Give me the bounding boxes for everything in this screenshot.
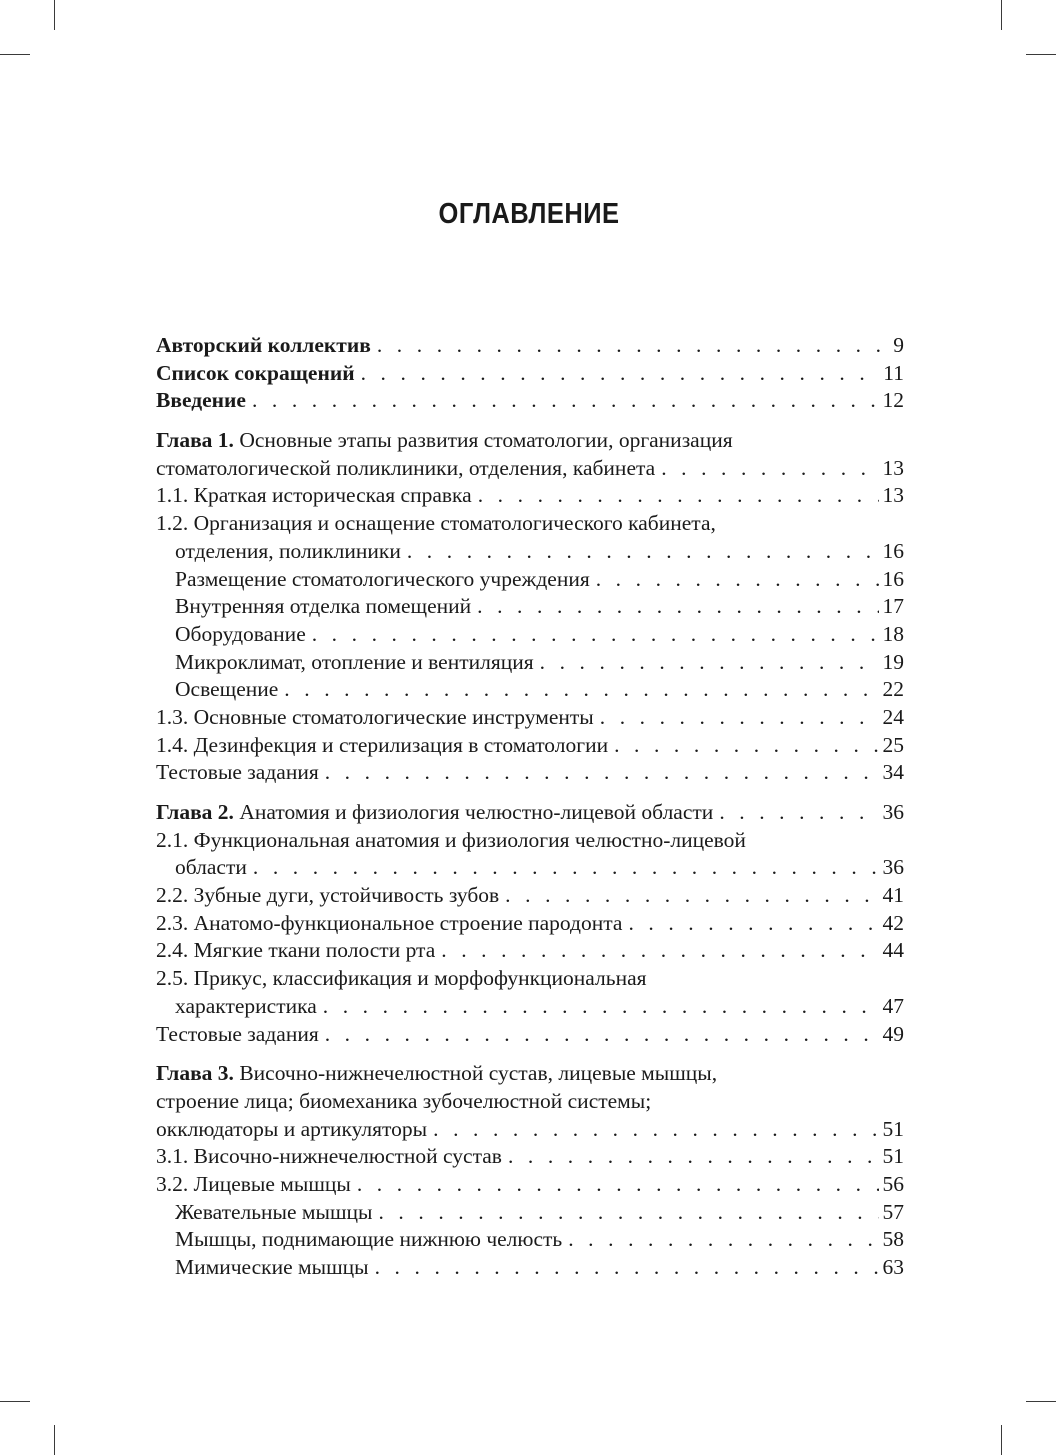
toc-entry-text: 2.2. Зубные дуги, устойчивость зубов xyxy=(156,883,500,908)
toc-line xyxy=(156,649,904,677)
toc-page-number: 17 xyxy=(882,594,904,619)
toc-page-number: 16 xyxy=(882,566,904,591)
toc-leader-dots xyxy=(614,732,878,760)
toc-leader-dots xyxy=(505,882,878,910)
toc-entry[interactable] xyxy=(156,1199,904,1227)
toc-entry-title xyxy=(156,332,371,360)
toc-entry-text: Тестовые задания xyxy=(156,1021,319,1046)
toc-entry-text: строение лица; биомеханика зубочелюстной системы; xyxy=(156,1088,652,1113)
crop-mark xyxy=(1001,1425,1002,1455)
toc-leader-dots xyxy=(441,937,878,965)
toc-entry-bold-label: Глава 1. xyxy=(156,428,234,453)
toc-entry-text: стоматологической поликлиники, отделения, кабинета xyxy=(156,455,656,480)
toc-entry-text: Мимические мышцы xyxy=(175,1255,369,1279)
toc-entry[interactable] xyxy=(156,1143,904,1171)
toc-entry[interactable] xyxy=(156,482,904,510)
toc-leader-dots xyxy=(284,676,878,704)
toc-entry-title xyxy=(175,676,278,704)
toc-line xyxy=(156,1199,904,1227)
toc-entry-title xyxy=(175,566,590,594)
toc-entry-text: Внутренняя отделка помещений xyxy=(175,594,472,619)
toc-entry-bold-label: Глава 3. xyxy=(156,1061,234,1086)
toc-line xyxy=(156,566,904,594)
toc-line xyxy=(156,360,904,388)
toc-leader-dots xyxy=(477,593,878,621)
toc-page-number: 34 xyxy=(882,760,904,785)
toc-line xyxy=(156,827,904,855)
toc-entry-title xyxy=(156,455,655,483)
toc-line xyxy=(156,1254,904,1282)
toc-entry-title xyxy=(156,882,499,910)
toc-entry-title xyxy=(156,360,355,388)
toc-leader-dots xyxy=(508,1143,879,1171)
toc-leader-dots xyxy=(568,1226,878,1254)
crop-mark xyxy=(1001,0,1002,30)
toc-line xyxy=(156,593,904,621)
crop-mark xyxy=(54,0,55,30)
toc-leader-dots xyxy=(323,993,879,1021)
toc-entry[interactable] xyxy=(156,427,904,482)
toc-entry-text: характеристика xyxy=(175,993,317,1018)
toc-leader-dots xyxy=(478,482,879,510)
toc-entry-title xyxy=(175,1226,562,1254)
toc-entry-title xyxy=(156,1089,651,1113)
toc-entry-title xyxy=(156,1143,502,1171)
toc-entry-text: 1.3. Основные стоматологические инструменты xyxy=(156,704,594,729)
toc-entry-title xyxy=(156,1061,717,1085)
toc-entry-title xyxy=(175,649,534,677)
toc-page-number: 63 xyxy=(882,1255,904,1279)
toc-entry-text: Жевательные мышцы xyxy=(175,1199,373,1224)
toc-entry[interactable] xyxy=(156,759,904,787)
crop-mark xyxy=(54,1425,55,1455)
toc-page-number: 42 xyxy=(882,910,904,935)
toc-page-number: 44 xyxy=(882,938,904,963)
toc-page-number: 36 xyxy=(882,800,904,824)
toc-entry-text: Освещение xyxy=(175,677,279,702)
toc-entry[interactable] xyxy=(156,510,904,565)
toc-line xyxy=(156,799,904,827)
toc-page-number: 13 xyxy=(882,483,904,508)
toc-entry[interactable] xyxy=(156,1254,904,1282)
toc-entry-text: области xyxy=(175,855,247,880)
toc-page-number: 24 xyxy=(882,704,904,729)
toc-entry-title xyxy=(156,1116,427,1144)
toc-page-number: 56 xyxy=(882,1171,904,1196)
page-title: ОГЛАВЛЕНИЕ xyxy=(438,198,620,230)
toc-leader-dots xyxy=(361,360,880,388)
toc-line xyxy=(156,937,904,965)
toc-entry[interactable] xyxy=(156,332,904,360)
toc-leader-dots xyxy=(600,704,879,732)
toc-line xyxy=(156,538,904,566)
toc-entry-text: 1.1. Краткая историческая справка xyxy=(156,483,472,508)
toc-entry[interactable] xyxy=(156,360,904,388)
toc-entry-title xyxy=(156,428,733,452)
toc-leader-dots xyxy=(596,566,879,594)
toc-line xyxy=(156,427,904,455)
toc-entry[interactable] xyxy=(156,387,904,415)
toc-entry-text: 2.5. Прикус, классификация и морфофункциональная xyxy=(156,966,647,991)
crop-mark xyxy=(0,1401,30,1402)
crop-mark xyxy=(1026,54,1056,55)
toc-leader-dots xyxy=(252,387,879,415)
toc-entry[interactable] xyxy=(156,1021,904,1049)
toc-line xyxy=(156,387,904,415)
toc-page-number: 57 xyxy=(882,1199,904,1224)
toc-leader-dots xyxy=(357,1171,879,1199)
toc-line xyxy=(156,510,904,538)
toc-line xyxy=(156,704,904,732)
toc-entry[interactable] xyxy=(156,1226,904,1254)
toc-leader-dots xyxy=(407,538,879,566)
toc-leader-dots xyxy=(719,799,878,827)
toc-entry-title xyxy=(156,828,746,852)
toc-entry[interactable] xyxy=(156,882,904,910)
toc-line xyxy=(156,621,904,649)
toc-leader-dots xyxy=(378,1199,878,1227)
toc-entry-title xyxy=(175,593,471,621)
toc-page-number: 16 xyxy=(882,538,904,563)
toc-line xyxy=(156,882,904,910)
toc-entry-title xyxy=(175,538,401,566)
toc-entry-title xyxy=(156,966,647,990)
toc-line xyxy=(156,1171,904,1199)
toc-entry-text: отделения, поликлиники xyxy=(175,538,401,563)
toc-group xyxy=(156,799,904,1048)
toc-leader-dots xyxy=(661,455,878,483)
toc-page-number: 13 xyxy=(882,455,904,480)
toc-page-number: 19 xyxy=(882,649,904,674)
toc-page-number: 58 xyxy=(882,1227,904,1252)
toc-page-number: 25 xyxy=(882,732,904,757)
toc-entry[interactable] xyxy=(156,827,904,882)
toc-page-number: 49 xyxy=(882,1021,904,1046)
toc-entry-title xyxy=(156,799,713,827)
toc-line xyxy=(156,332,904,360)
toc-entry-title xyxy=(156,387,246,415)
toc-entry-text: 1.4. Дезинфекция и стерилизация в стоматологии xyxy=(156,732,609,757)
toc-page-number: 51 xyxy=(882,1144,904,1169)
crop-mark xyxy=(1026,1401,1056,1402)
toc-entry-text: Оборудование xyxy=(175,621,306,646)
toc-page-number: 47 xyxy=(882,993,904,1018)
toc-entry-bold-label: Авторский коллектив xyxy=(156,333,371,357)
toc-entry[interactable] xyxy=(156,676,904,704)
toc-line xyxy=(156,1116,904,1144)
toc-entry[interactable] xyxy=(156,649,904,677)
toc-entry[interactable] xyxy=(156,937,904,965)
toc-entry-text: Тестовые задания xyxy=(156,760,319,785)
toc-page-number: 36 xyxy=(882,855,904,880)
toc-entry-title xyxy=(175,621,306,649)
toc-entry-title xyxy=(156,910,622,938)
toc-entry[interactable] xyxy=(156,566,904,594)
toc-entry-text: 2.1. Функциональная анатомия и физиология челюстно-лицевой xyxy=(156,827,746,852)
toc-line xyxy=(156,1088,904,1116)
toc-leader-dots xyxy=(325,1021,879,1049)
toc-entry-title xyxy=(156,704,594,732)
toc-group xyxy=(156,427,904,787)
toc-entry-text: Микроклимат, отопление и вентиляция xyxy=(175,649,534,674)
toc-entry-text: 2.4. Мягкие ткани полости рта xyxy=(156,938,436,963)
toc-entry-text: окклюдаторы и артикуляторы xyxy=(156,1116,428,1141)
toc-line xyxy=(156,1143,904,1171)
toc-leader-dots xyxy=(540,649,879,677)
toc-entry-title xyxy=(156,759,319,787)
toc-entry-text: Основные этапы развития стоматологии, организация xyxy=(233,428,733,453)
toc-line xyxy=(156,1021,904,1049)
toc-entry-text: 1.2. Организация и оснащение стоматологического кабинета, xyxy=(156,511,716,536)
toc-page-number: 9 xyxy=(893,333,904,357)
toc-entry[interactable] xyxy=(156,1060,904,1143)
toc-line xyxy=(156,854,904,882)
toc-entry[interactable] xyxy=(156,799,904,827)
toc-line xyxy=(156,676,904,704)
toc-entry-text: Анатомия и физиология челюстно-лицевой области xyxy=(233,800,714,824)
toc-entry-title xyxy=(175,1254,369,1282)
toc-leader-dots xyxy=(377,332,880,360)
toc-group xyxy=(156,1060,904,1282)
toc-entry-text: 2.3. Анатомо-функциональное строение пародонта xyxy=(156,910,623,935)
toc-page-number: 51 xyxy=(882,1116,904,1141)
toc-page-number: 22 xyxy=(882,677,904,702)
toc-leader-dots xyxy=(433,1116,878,1144)
toc-page-number: 18 xyxy=(882,621,904,646)
toc-entry[interactable] xyxy=(156,965,904,1020)
toc-entry-text: 3.1. Височно-нижнечелюстной сустав xyxy=(156,1144,502,1169)
toc-entry-title xyxy=(175,854,247,882)
toc-entry-title xyxy=(156,1021,319,1049)
toc-entry-title xyxy=(175,993,317,1021)
toc-leader-dots xyxy=(325,759,879,787)
toc-entry-title xyxy=(156,732,608,760)
toc-line xyxy=(156,910,904,938)
toc-entry[interactable] xyxy=(156,593,904,621)
toc-line xyxy=(156,965,904,993)
toc-page-number: 41 xyxy=(882,883,904,908)
toc-entry-bold-label: Список сокращений xyxy=(156,360,355,385)
toc-leader-dots xyxy=(253,854,879,882)
toc-entry-text: Мышцы, поднимающие нижнюю челюсть xyxy=(175,1227,563,1252)
toc-entry[interactable] xyxy=(156,910,904,938)
toc-line xyxy=(156,455,904,483)
toc-entry[interactable] xyxy=(156,704,904,732)
toc-entry-title xyxy=(175,1199,372,1227)
toc-entry[interactable] xyxy=(156,1171,904,1199)
toc-entry-title xyxy=(156,937,435,965)
toc-line xyxy=(156,732,904,760)
table-of-contents xyxy=(156,332,904,1294)
toc-line xyxy=(156,759,904,787)
toc-page-number: 11 xyxy=(883,360,904,385)
toc-entry-bold-label: Введение xyxy=(156,388,246,413)
crop-mark xyxy=(0,54,30,55)
toc-line xyxy=(156,993,904,1021)
toc-entry-title xyxy=(156,482,472,510)
toc-entry-bold-label: Глава 2. xyxy=(156,800,234,824)
toc-entry-text: Височно-нижнечелюстной сустав, лицевые мышцы, xyxy=(233,1061,718,1086)
toc-leader-dots xyxy=(312,621,879,649)
toc-line xyxy=(156,482,904,510)
toc-entry[interactable] xyxy=(156,732,904,760)
toc-leader-dots xyxy=(375,1254,879,1282)
toc-entry-text: Размещение стоматологического учреждения xyxy=(175,566,590,591)
toc-leader-dots xyxy=(628,910,878,938)
toc-entry-title xyxy=(156,511,716,535)
toc-entry-text: 3.2. Лицевые мышцы xyxy=(156,1171,351,1196)
toc-entry-title xyxy=(156,1171,351,1199)
toc-group xyxy=(156,332,904,415)
toc-line xyxy=(156,1226,904,1254)
toc-entry[interactable] xyxy=(156,621,904,649)
toc-line xyxy=(156,1060,904,1088)
toc-page-number: 12 xyxy=(882,388,904,413)
